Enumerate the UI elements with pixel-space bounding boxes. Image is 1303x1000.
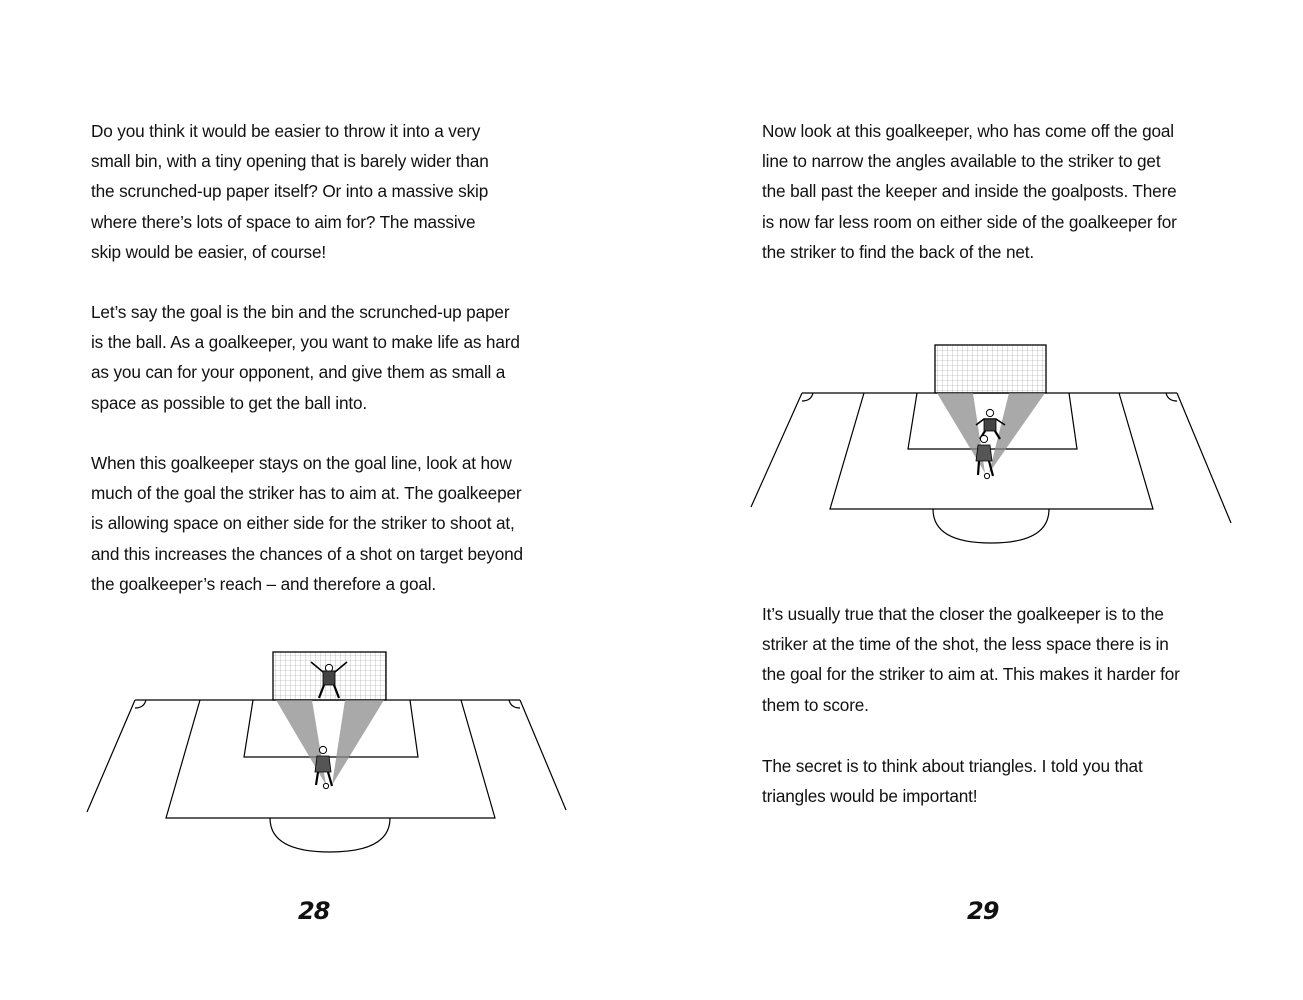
- pitch-illustration-goal-line: [80, 640, 580, 860]
- penalty-arc: [270, 818, 390, 852]
- left-paragraph-3: When this goalkeeper stays on the goal line, look at how much of the goal the striker has to aim at. The goalkeeper is allowing space on either side for the striker to shoot at, and this increases the chances of a shot on target beyond the goalkeeper’s reach – and therefore a goal.: [91, 453, 523, 594]
- left-page: [0, 0, 651, 1000]
- penalty-area: [166, 700, 495, 818]
- page-number: 28: [298, 897, 330, 925]
- left-paragraph-2: Let’s say the goal is the bin and the scrunched-up paper is the ball. As a goalkeeper, you want to make life as hard as you can for your opponent, and give them as small a space as possible to get the ball into.: [91, 302, 520, 413]
- left-paragraph-1: Do you think it would be easier to throw it into a very small bin, with a tiny opening that is barely wider than the scrunched-up paper itself? Or into a massive skip where there’s lots of space to aim for? The massive skip would be easier, of course!: [91, 121, 489, 262]
- goal-area: [244, 700, 418, 757]
- pitch-illustration-off-line: [747, 335, 1237, 550]
- page-number: 29: [967, 897, 999, 925]
- right-paragraph-3: The secret is to think about triangles. I told you that triangles would be important!: [762, 756, 1143, 807]
- right-paragraph-1: Now look at this goalkeeper, who has come off the goal line to narrow the angles available to the striker to get the ball past the keeper and inside the goalposts. There is now far less room on either side of the goalkeeper for the striker to find the back of the net.: [762, 121, 1177, 262]
- goal-net: [935, 345, 1046, 393]
- shot-angle-right: [332, 700, 384, 785]
- penalty-arc: [933, 509, 1049, 543]
- right-paragraph-2: It’s usually true that the closer the goalkeeper is to the striker at the time of the shot, the less space there is in the goal for the striker to aim at. This makes it harder for them to score.: [762, 604, 1180, 715]
- right-page: [651, 0, 1303, 1000]
